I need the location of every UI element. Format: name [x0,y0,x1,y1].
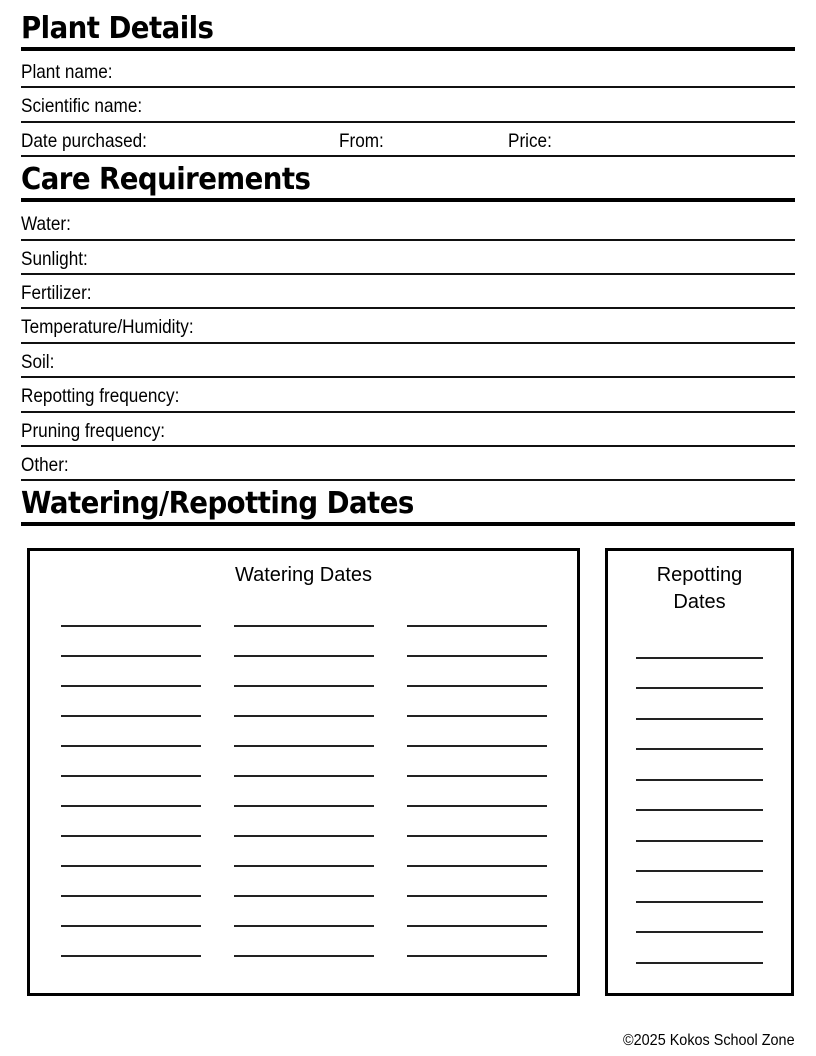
field-label-from: From: [339,129,384,152]
repotting-date-line[interactable] [636,628,763,659]
field-row-date-purchased[interactable] [21,123,795,157]
watering-dates-title: Watering Dates [234,564,373,587]
watering-date-line[interactable] [234,807,374,837]
watering-date-line[interactable] [407,717,547,747]
repotting-dates-title-line-1: Repotting [656,564,743,587]
watering-date-line[interactable] [61,597,201,627]
care-requirements-fields [21,206,795,481]
watering-date-line[interactable] [234,747,374,777]
section-header-watering-repotting-dates [21,487,795,526]
watering-date-line[interactable] [407,687,547,717]
watering-date-line[interactable] [234,867,374,897]
repotting-dates-title [608,551,791,616]
watering-dates-grid [30,597,577,957]
watering-date-line[interactable] [234,657,374,687]
section-header-plant-details [21,0,795,51]
section-header-care-requirements [21,163,795,202]
watering-date-line[interactable] [234,897,374,927]
repotting-dates-box [605,548,794,996]
watering-date-line[interactable] [61,747,201,777]
section-title-watering-repotting-dates: Watering/Repotting Dates [21,486,414,522]
watering-date-line[interactable] [407,627,547,657]
repotting-date-line[interactable] [636,872,763,903]
watering-date-line[interactable] [234,717,374,747]
field-label-repotting-frequency: Repotting frequency: [21,385,180,408]
watering-date-line[interactable] [407,837,547,867]
watering-dates-column-2 [234,597,374,957]
field-row-scientific-name[interactable] [21,88,795,122]
repotting-date-line[interactable] [636,720,763,751]
repotting-date-line[interactable] [636,689,763,720]
field-row-fertilizer[interactable] [21,275,795,309]
field-row-repotting-frequency[interactable] [21,378,795,412]
field-label-soil: Soil: [21,350,55,373]
field-row-plant-name[interactable] [21,54,795,88]
watering-date-line[interactable] [234,927,374,957]
watering-date-line[interactable] [61,717,201,747]
watering-date-line[interactable] [407,747,547,777]
repotting-date-line[interactable] [636,750,763,781]
field-row-soil[interactable] [21,344,795,378]
repotting-dates-lines [608,628,791,964]
watering-date-line[interactable] [234,777,374,807]
field-label-plant-name: Plant name: [21,61,113,83]
field-label-scientific-name: Scientific name: [21,95,143,118]
field-label-sunlight: Sunlight: [21,247,88,270]
watering-date-line[interactable] [234,597,374,627]
field-label-date-purchased: Date purchased: [21,129,147,152]
watering-date-line[interactable] [234,687,374,717]
watering-date-line[interactable] [61,927,201,957]
field-label-other: Other: [21,453,69,476]
repotting-date-line[interactable] [636,811,763,842]
watering-date-line[interactable] [61,867,201,897]
field-row-temperature-humidity[interactable] [21,309,795,343]
watering-date-line[interactable] [407,807,547,837]
section-title-care-requirements: Care Requirements [21,162,311,198]
watering-date-line[interactable] [61,657,201,687]
field-label-fertilizer: Fertilizer: [21,281,92,304]
repotting-date-line[interactable] [636,842,763,873]
field-label-pruning-frequency: Pruning frequency: [21,419,166,442]
repotting-date-line[interactable] [636,903,763,934]
field-label-temperature-humidity: Temperature/Humidity: [21,316,194,339]
copyright-footer: ©2025 Kokos School Zone [623,1032,795,1049]
repotting-date-line[interactable] [636,781,763,812]
watering-date-line[interactable] [61,627,201,657]
watering-dates-column-3 [407,597,547,957]
watering-date-line[interactable] [61,837,201,867]
field-row-water[interactable] [21,206,795,240]
page-title: Plant Details [21,11,214,46]
watering-date-line[interactable] [61,897,201,927]
field-row-pruning-frequency[interactable] [21,413,795,447]
field-label-price: Price: [508,129,552,152]
dates-area [21,548,795,996]
watering-date-line[interactable] [407,927,547,957]
watering-date-line[interactable] [407,657,547,687]
watering-date-line[interactable] [407,597,547,627]
watering-date-line[interactable] [61,687,201,717]
repotting-date-line[interactable] [636,659,763,690]
repotting-dates-title-line-2: Dates [673,591,726,614]
repotting-date-line[interactable] [636,933,763,964]
watering-date-line[interactable] [407,777,547,807]
watering-date-line[interactable] [407,867,547,897]
field-label-water: Water: [21,213,71,236]
watering-dates-column-1 [61,597,201,957]
watering-date-line[interactable] [234,627,374,657]
watering-date-line[interactable] [234,837,374,867]
field-row-sunlight[interactable] [21,241,795,275]
plant-details-fields [21,54,795,157]
watering-date-line[interactable] [61,807,201,837]
watering-date-line[interactable] [407,897,547,927]
watering-dates-box [27,548,580,996]
watering-date-line[interactable] [61,777,201,807]
field-row-other[interactable] [21,447,795,481]
